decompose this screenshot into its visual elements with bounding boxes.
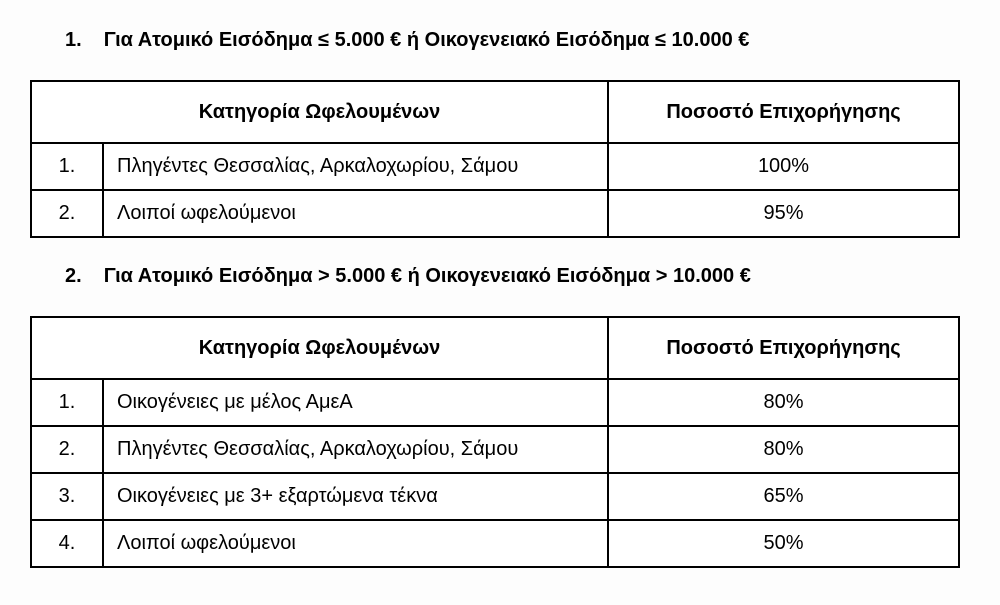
row-number-cell: 2.: [31, 426, 103, 473]
column-header-percentage: Ποσοστό Επιχορήγησης: [608, 317, 959, 379]
section-number: 1.: [65, 29, 82, 51]
category-cell: Οικογένειες με 3+ εξαρτώμενα τέκνα: [103, 473, 608, 520]
table-row: [31, 143, 959, 190]
percentage-cell: 50%: [608, 520, 959, 567]
table-header-row: [31, 317, 959, 379]
column-header-category: Κατηγορία Ωφελουμένων: [31, 317, 608, 379]
percentage-cell: 95%: [608, 190, 959, 237]
percentage-cell: 100%: [608, 143, 959, 190]
percentage-cell: 80%: [608, 379, 959, 426]
table-header-row: [31, 81, 959, 143]
category-cell: Οικογένειες με μέλος ΑμεΑ: [103, 379, 608, 426]
benefit-table-2: [30, 316, 960, 568]
percentage-cell: 80%: [608, 426, 959, 473]
category-cell: Λοιποί ωφελούμενοι: [103, 190, 608, 237]
section-heading-2: [65, 264, 1000, 288]
column-header-category: Κατηγορία Ωφελουμένων: [31, 81, 608, 143]
benefit-table-1: [30, 80, 960, 238]
column-header-percentage: Ποσοστό Επιχορήγησης: [608, 81, 959, 143]
percentage-cell: 65%: [608, 473, 959, 520]
section-title: Για Ατομικό Εισόδημα > 5.000 € ή Οικογενειακό Εισόδημα > 10.000 €: [103, 265, 751, 287]
section-number: 2.: [65, 265, 82, 287]
table-row: [31, 426, 959, 473]
table-row: [31, 520, 959, 567]
row-number-cell: 4.: [31, 520, 103, 567]
table-row: [31, 190, 959, 237]
category-cell: Πληγέντες Θεσσαλίας, Αρκαλοχωρίου, Σάμου: [103, 426, 608, 473]
row-number-cell: 1.: [31, 143, 103, 190]
category-cell: Λοιποί ωφελούμενοι: [103, 520, 608, 567]
table-row: [31, 379, 959, 426]
section-heading-1: [65, 28, 1000, 52]
row-number-cell: 1.: [31, 379, 103, 426]
row-number-cell: 2.: [31, 190, 103, 237]
category-cell: Πληγέντες Θεσσαλίας, Αρκαλοχωρίου, Σάμου: [103, 143, 608, 190]
section-title: Για Ατομικό Εισόδημα ≤ 5.000 € ή Οικογενειακό Εισόδημα ≤ 10.000 €: [103, 29, 750, 51]
row-number-cell: 3.: [31, 473, 103, 520]
table-row: [31, 473, 959, 520]
